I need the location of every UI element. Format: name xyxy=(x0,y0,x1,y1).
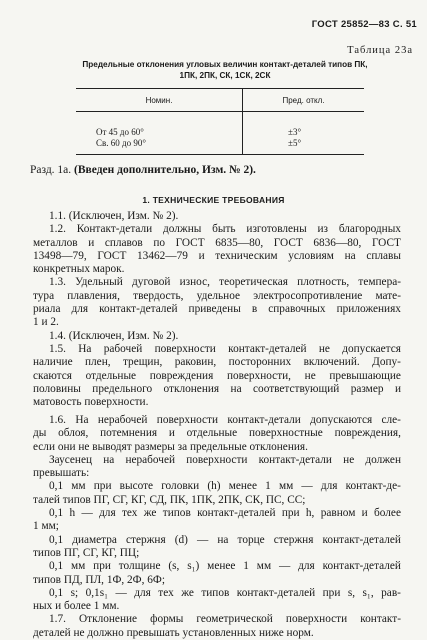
text-line: превышать: xyxy=(33,467,90,480)
cell-deviation: ±5° xyxy=(243,138,365,155)
text-line: скаются отдельные повреждения поверхности, не превышающие xyxy=(33,369,401,382)
text-line: ды облоя, потемнения и отдельные поверхностные повреждения, xyxy=(33,427,401,440)
cell-nominal: От 45 до 60° xyxy=(76,112,243,139)
text-line: 1 мм; xyxy=(33,520,59,533)
text-line: 1 и 2. xyxy=(33,316,59,329)
text-line: конкретных марок. xyxy=(33,263,125,276)
section-title: 1. ТЕХНИЧЕСКИЕ ТРЕБОВАНИЯ xyxy=(142,195,285,205)
column-header-nominal: Номин. xyxy=(76,89,243,112)
table-caption-line-2: 1ПК, 2ПК, СК, 1СК, 2СК xyxy=(179,71,271,80)
text-line: Заусенец на нерабочей поверхности контакт-детали не должен xyxy=(49,453,401,466)
text-line: 0,1 диаметра стержня (d) — на торце стержня контакт-деталей xyxy=(49,533,401,546)
text-line: 0,1 h — для тех же типов контакт-деталей при h, равном и более xyxy=(49,507,401,520)
column-header-deviation: Пред. откл. xyxy=(243,89,365,112)
cell-nominal: Св. 60 до 90° xyxy=(76,138,243,155)
table-row xyxy=(76,112,364,139)
text-line: типов ПГ, СГ, КГ, ПЦ; xyxy=(33,546,140,559)
text-line: 0,1 мм при толщине (s, s₁) менее 1 мм — для контакт-деталей xyxy=(49,560,401,573)
text-line: 1.1. (Исключен, Изм. № 2). xyxy=(49,210,179,222)
text-line: тура плавления, твердость, удельное электросопротивление мате- xyxy=(33,289,401,302)
note-prefix: Разд. 1а. xyxy=(30,164,72,176)
note-bold: (Введен дополнительно, Изм. № 2). xyxy=(74,164,256,176)
text-line: 1.5. На рабочей поверхности контакт-деталей не допускается xyxy=(49,342,401,355)
body-text xyxy=(33,210,401,640)
text-line: наличие плен, трещин, раковин, посторонних включений. Допу- xyxy=(33,356,401,369)
text-line: матовость поверхности. xyxy=(33,396,149,409)
text-line: риала для контакт-деталей приведены в справочных приложениях xyxy=(33,303,401,316)
deviation-table xyxy=(76,88,364,155)
text-line: 0,1 s; 0,1s₁ — для тех же типов контакт-деталей при s, s₁, рав- xyxy=(49,586,401,599)
text-line: талей типов ПГ, СГ, КГ, СД, ПК, 1ПК, 2ПК, СК, ПС, СС; xyxy=(33,493,306,506)
cell-deviation: ±3° xyxy=(288,127,302,137)
text-line: 1.6. На нерабочей поверхности контакт-детали допускаются сле- xyxy=(49,413,401,426)
text-line: 0,1 мм при высоте головки (h) менее 1 мм — для контакт-де- xyxy=(49,480,401,493)
page-header: ГОСТ 25852—83 С. 51 xyxy=(311,19,417,30)
text-line: 1.4. (Исключен, Изм. № 2). xyxy=(49,329,179,342)
text-line: если они не выводят размеры за предельные отклонения. xyxy=(33,440,308,453)
text-line: 13498—79, ГОСТ 13462—79 и техническим условиям на сплавы xyxy=(33,249,401,262)
amendment-note xyxy=(30,164,256,176)
text-line: половины предельного отклонения на соответствующий размер и xyxy=(33,382,401,395)
table-label: Таблица 23а xyxy=(347,45,413,56)
table-caption xyxy=(40,59,410,81)
text-line: металлов и сплавов по ГОСТ 6835—80, ГОСТ 6836—80, ГОСТ xyxy=(33,236,401,249)
table-row xyxy=(76,138,364,155)
text-line: деталей не должно превышать установленных ниже норм. xyxy=(33,626,314,639)
text-line: 1.2. Контакт-детали должны быть изготовлены из благородных xyxy=(49,223,401,236)
text-line: 1.7. Отклонение формы геометрической поверхности контакт- xyxy=(49,613,401,626)
table-caption-line-1: Предельные отклонения угловых величин контакт-деталей типов ПК, xyxy=(82,60,368,69)
text-line: ных и более 1 мм. xyxy=(33,600,120,613)
text-line: типов ПД, ПЛ, 1Ф, 2Ф, 6Ф; xyxy=(33,573,165,586)
text-line: 1.3. Удельный дуговой износ, теоретическая плотность, темпера- xyxy=(49,276,401,289)
